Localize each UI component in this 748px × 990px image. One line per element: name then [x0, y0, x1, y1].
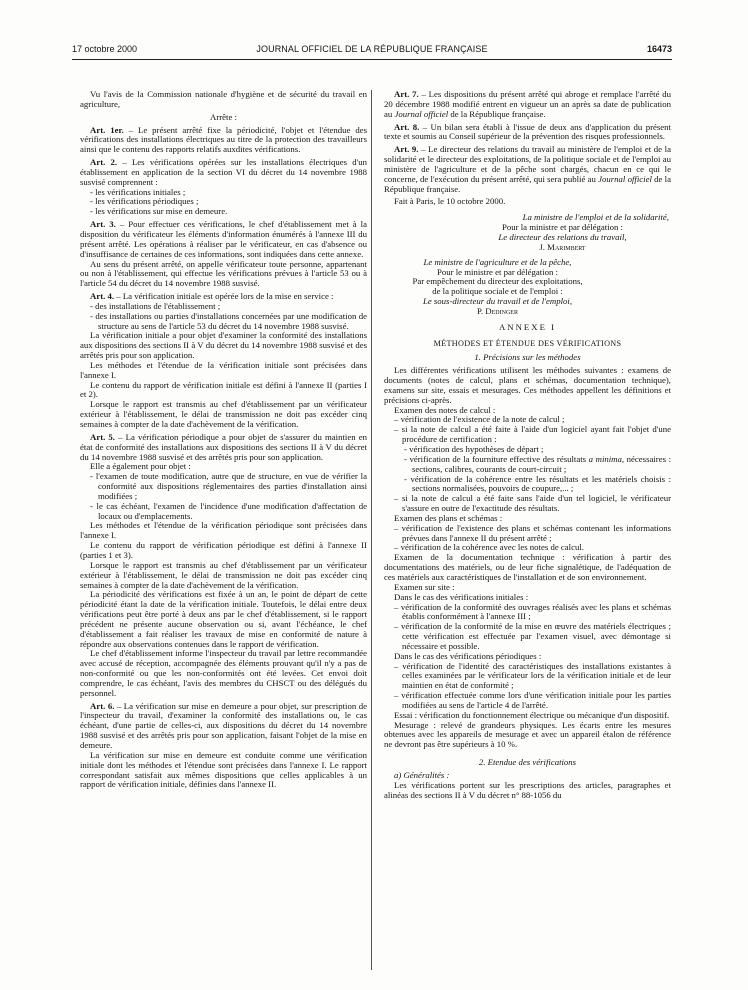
annexe-title: ANNEXE I	[498, 321, 557, 332]
paragraph: Elle a également pour objet :	[90, 461, 191, 472]
list-item: – vérification de l'existence de la note de calcul ;	[394, 414, 565, 425]
list-item: - le cas échéant, l'examen de l'incidence d'une modification d'affectation de locaux ou d'emplacements.	[90, 500, 367, 521]
paragraph: Examen sur site :	[394, 581, 455, 592]
subsection-a-text: a) Généralités :	[394, 770, 450, 780]
article-2-label: Art. 2.	[90, 157, 118, 168]
section-2-title	[384, 758, 671, 768]
signature-1-minister-text: La ministre de l'emploi et de la solidarité,	[522, 212, 669, 223]
article-3	[80, 220, 367, 259]
article-7-text-end: de la République française.	[448, 108, 546, 119]
paragraph: Le contenu du rapport de vérification périodique est défini à l'annexe II (parties 1 et 3).	[80, 540, 367, 560]
list-item: - des installations de l'établissement ;	[90, 300, 221, 311]
article-8-label: Art. 8.	[394, 121, 420, 132]
article-3-label: Art. 3.	[90, 219, 116, 230]
paragraph: Examen des plans et schémas :	[394, 512, 503, 523]
article-5-text: – La vérification périodique a pour objet de s'assurer du maintien en état de conformité des installations aux dispositions des sections II à V du décret du 14 novembre 1988 susvisé et des arrêtés pris pour son application.	[80, 431, 367, 462]
article-4-text: – La vérification initiale est opérée lors de la mise en service :	[114, 291, 334, 302]
paragraph: Examen des notes de calcul :	[394, 404, 496, 415]
article-6-label: Art. 6.	[90, 700, 115, 711]
calcul-list	[384, 415, 671, 513]
list-item: - les vérifications initiales ;	[90, 186, 186, 197]
annexe-subtitle: MÉTHODES ET ÉTENDUE DES VÉRIFICATIONS	[433, 338, 622, 348]
paragraph: Le chef d'établissement informe l'inspecteur du travail par lettre recommandée avec accusé de réception, accompagnée des éléments prouvant qu'il n'y a pas de non-conformité ou que les non-conformités ont été levées. Cet envoi doit comprendre, le cas échéant, l'avis des membres du CHSCT ou des délégués du personnel.	[80, 648, 367, 698]
fait-a-paris: Fait à Paris, le 10 octobre 2000.	[394, 196, 506, 207]
header-rule	[72, 59, 672, 60]
journal-officiel-ref: Journal officiel	[394, 108, 449, 119]
paragraph: La vérification initiale a pour objet d'examiner la conformité des installations aux dispositions des sections II à V du décret du 14 novembre 1988 susvisé et des arrêtés pris pour son application.	[80, 330, 367, 361]
visa-paragraph: Vu l'avis de la Commission nationale d'hygiène et de sécurité du travail en agriculture,	[80, 89, 367, 109]
article-8	[384, 123, 671, 143]
paragraph: Les vérifications portent sur les prescriptions des articles, paragraphes et alinéas des sections II à V du décret n° 88-1056 du	[384, 779, 671, 800]
article-7	[384, 90, 671, 120]
list-item: - les vérifications périodiques ;	[90, 196, 199, 207]
article-7-label: Art. 7.	[394, 89, 419, 99]
signature-2-name-text: P. Dedinger	[477, 305, 518, 316]
page-number: 16473	[646, 44, 672, 54]
header-date: 17 octobre 2000	[72, 44, 138, 54]
paragraph: Examen de la documentation technique : vérification à partir des documentations des matériels, ou de leur fiche signalétique, de l'adéquation de ces matériels aux caractéristiques de l'installation et de son environnement.	[384, 552, 671, 582]
paragraph: Lorsque le rapport est transmis au chef d'établissement par un vérificateur extérieur à l'établissement, le délai de transmission ne doit pas excéder cinq semaines à compter de la date d'achèvement de la vérification.	[80, 559, 367, 590]
initial-list	[384, 603, 671, 652]
list-item: – vérification de l'identité des caractéristiques des installations existantes à celles examinées par le vérificateur lors de la vérification initiale et de leur maintien en état de conformité ;	[394, 660, 671, 691]
signature-2-delegation: Pour le ministre et par délégation :	[436, 266, 558, 277]
signature-1-role-text: Le directeur des relations du travail,	[498, 231, 627, 242]
list-item: – si la note de calcul a été faite sans l'aide d'un tel logiciel, le vérificateur s'assure en outre de l'exactitude des résultats.	[394, 493, 671, 514]
periodic-list	[384, 662, 671, 711]
signature-1-delegation: Pour la ministre et par délégation :	[501, 222, 623, 233]
article-6-text: – La vérification sur mise en demeure a pour objet, sur prescription de l'inspecteur du travail, d'examiner la conformité des installations ou, le cas échéant, d'une partie de celles-ci, aux dispositions du décret du 14 novembre 1988 susvisé et des arrêtés pris pour son application, faisant l'objet de la mise en demeure.	[80, 700, 367, 750]
article-7-text: – Les dispositions du présent arrêté qui abroge et remplace l'arrêté du 20 décembre 1988 modifié entrent en vigueur un an après sa date de publication au	[384, 89, 671, 119]
signature-2-minister-text: Le ministre de l'agriculture et de la pêche,	[423, 256, 572, 267]
article-8-text: – Un bilan sera établi à l'issue de deux ans d'application du présent texte et soumis au Conseil supérieur de la prévention des risques professionnels.	[384, 121, 671, 142]
paragraph: Les différentes vérifications utilisent les méthodes suivantes : examens de documents (notes de calcul, plans et schémas, documentation technique), examens sur site, essais et mesurages. Ces méthodes appellent les définitions et précisions ci-après.	[384, 365, 671, 405]
list-item: – vérification de la conformité des ouvrages réalisés avec les plans et schémas établis conformément à l'annexe III ;	[394, 601, 671, 622]
paragraph: La vérification sur mise en demeure est conduite comme une vérification initiale dont les méthodes et l'étendue sont précisées dans l'annexe I. Le rapport correspondant satisfait aux mêmes dispositions que celles applicables à un rapport de vérification initiale, définies dans l'annexe II.	[80, 749, 367, 790]
list-item: – vérification effectuée comme lors d'une vérification initiale pour les parties modifiées au sens de l'article 4 de l'arrêté.	[394, 690, 671, 710]
journal-title: JOURNAL OFFICIEL DE LA RÉPUBLIQUE FRANÇAISE	[256, 44, 488, 54]
journal-officiel-ref: Journal officiel	[598, 173, 652, 184]
paragraph: Mesurage : relevé de grandeurs physiques. Les écarts entre les mesures obtenues avec les appareils de mesurage et avec un appareil étalon de référence ne devront pas être supérieurs à 10 %.	[384, 719, 671, 750]
article-4-list	[80, 302, 367, 332]
signature-2-name	[384, 307, 671, 317]
article-4-label: Art. 4.	[90, 291, 115, 302]
signature-1-name	[384, 243, 671, 253]
list-item: - l'examen de toute modification, autre que de structure, en vue de vérifier la conformité aux dispositions réglementaires des parties d'installation ainsi modifiées ;	[90, 471, 367, 501]
list-item-text: - vérification de la fourniture effective des résultats	[404, 453, 589, 464]
list-item	[384, 455, 671, 475]
list-item-text: nécessaires : sections, calibres, courants de court-circuit ;	[412, 453, 671, 474]
signature-2-role	[384, 297, 671, 307]
left-column	[80, 90, 367, 790]
section-2-title-text: 2. Etendue des vérifications	[478, 757, 577, 768]
paragraph: Lorsque le rapport est transmis au chef d'établissement par un vérificateur extérieur à l'établissement, le délai de transmission ne doit pas excéder cinq semaines à compter de la date d'achèvement de la vérification.	[80, 399, 367, 429]
article-9	[384, 145, 671, 194]
article-9-label: Art. 9.	[394, 144, 419, 155]
paragraph: Au sens du présent arrêté, on appelle vérificateur toute personne, appartenant ou non à l'établissement, qui effectue les vérifications prévues à l'article 53 ou à l'article 54 du décret du 14 novembre 1988 susvisé.	[80, 258, 367, 289]
article-2	[80, 158, 367, 188]
list-item: – vérification de la cohérence avec les notes de calcul.	[394, 542, 584, 553]
right-column	[384, 90, 671, 801]
paragraph: Dans le cas des vérifications périodiques :	[394, 650, 542, 661]
article-1	[80, 126, 367, 156]
paragraph: La périodicité des vérifications est fixée à un an, le point de départ de cette périodicité étant la date de la vérification initiale. Toutefois, le délai entre deux vérifications peut être porté à deux ans par le chef d'établissement, si le rapport précédent ne présente aucune observation ou si, avant l'échéance, le chef d'établissement a fait réaliser les travaux de mise en conformité de nature à répondre aux observations contenues dans le rapport de vérification.	[80, 589, 367, 649]
signature-2-line: de la politique sociale et de l'emploi :	[432, 286, 563, 297]
list-item: - les vérifications sur mise en demeure.	[90, 206, 228, 217]
a-minima-text: a minima,	[588, 453, 625, 464]
article-1-label: Art. 1er.	[90, 124, 124, 135]
article-9-text-end: de la République française.	[384, 173, 671, 194]
list-item: - vérification des hypothèses de départ ;	[404, 444, 544, 454]
list-item: – vérification de l'existence des plans et schémas contenant les informations prévues dans l'annexe II du présent arrêté ;	[394, 522, 671, 543]
paragraph: Les méthodes et l'étendue de la vérification initiale sont précisées dans l'annexe I.	[80, 359, 367, 380]
article-5-list	[80, 472, 367, 521]
list-item: – vérification de la conformité de la mise en œuvre des matériels électriques ; cette vérification est effectuée par l'examen visuel, avec démontage si nécessaire et possible.	[394, 621, 671, 651]
signature-2-role-text: Le sous-directeur du travail et de l'emploi,	[422, 296, 573, 307]
list-item: – si la note de calcul a été faite à l'aide d'un logiciel ayant fait l'objet d'une procédure de certification :	[394, 424, 671, 445]
paragraph: Essai : vérification du fonctionnement électrique ou mécanique d'un dispositif.	[394, 709, 670, 720]
section-1-title-text: 1. Précisions sur les méthodes	[474, 352, 581, 363]
signature-1-name-text: J. Marimbert	[539, 241, 586, 252]
article-3-text: – Pour effectuer ces vérifications, le chef d'établissement met à la disposition du vérificateur les éléments d'information énumérés à l'annexe III du présent arrêté. Les opérations à réaliser par le vérificateur, en cas d'absence ou d'insuffisance de certaines de ces informations, sont indiquées dans cette annexe.	[80, 219, 367, 259]
plans-list	[384, 524, 671, 554]
paragraph: Le contenu du rapport de vérification initiale est défini à l'annexe II (parties I et 2).	[80, 379, 367, 400]
article-5-label: Art. 5.	[90, 431, 115, 442]
paragraph: Dans le cas des vérifications initiales :	[394, 591, 529, 602]
page-header	[72, 44, 672, 58]
column-divider	[371, 90, 372, 970]
article-5	[80, 433, 367, 463]
signature-2-line: Par empêchement du directeur des exploitations,	[412, 276, 583, 287]
article-6	[80, 702, 367, 751]
article-2-list	[80, 188, 367, 218]
arrete-heading: Arrête :	[210, 111, 237, 122]
article-1-text: – Le présent arrêté fixe la périodicité, l'objet et l'étendue des vérifications des installations électriques au titre de la protection des travailleurs ainsi que le contenu des rapports relatifs auxdites vérifications.	[80, 124, 367, 155]
signature-1-role	[384, 233, 671, 243]
article-9-text: – Le directeur des relations du travail au ministère de l'emploi et de la solidarité et le directeur des exploitations, de la politique sociale et de l'emploi au ministère de l'agriculture et de la pêche sont chargés, chacun en ce qui le concerne, de l'exécution du présent arrêté, qui sera publié au	[384, 144, 671, 184]
paragraph: Les méthodes et l'étendue de la vérification périodique sont précisées dans l'annexe I.	[80, 520, 367, 541]
article-2-text: – Les vérifications opérées sur les installations électriques d'un établissement en application de la section VI du décret du 14 novembre 1988 susvisé comprennent :	[80, 157, 367, 187]
section-1-title	[384, 353, 671, 363]
list-item: - des installations ou parties d'installations concernées par une modification de structure au sens de l'article 53 du décret du 14 novembre 1988 susvisé.	[90, 310, 367, 331]
list-item: - vérification de la cohérence entre les résultats et les matériels choisis : sections normalisées, pouvoirs de coupure,... ;	[404, 473, 671, 494]
